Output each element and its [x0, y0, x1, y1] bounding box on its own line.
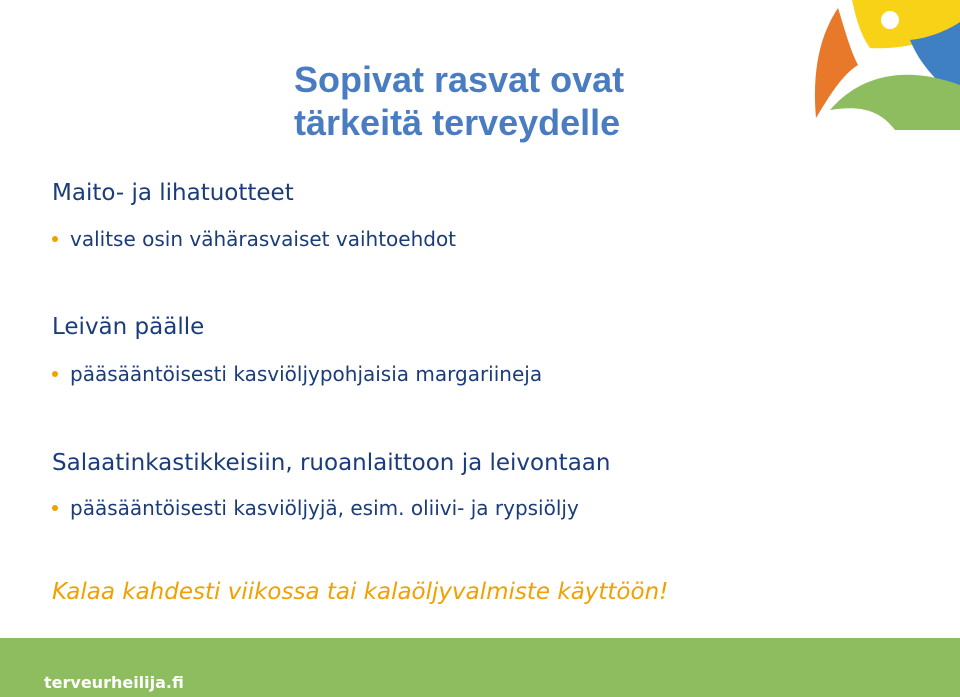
page-title	[294, 58, 624, 144]
section-heading-dairy-meat: Maito- ja lihatuotteet	[52, 180, 294, 206]
bullet-text: pääsääntöisesti kasviöljypohjaisia margariineja	[70, 362, 543, 386]
brand-logo	[790, 0, 960, 130]
fish-tagline: Kalaa kahdesti viikossa tai kalaöljyvalmiste käyttöön!	[52, 579, 669, 605]
section-heading-cooking: Salaatinkastikkeisiin, ruoanlaittoon ja leivontaan	[52, 450, 611, 476]
section-heading-bread: Leivän päälle	[52, 314, 205, 340]
logo-green-swoosh	[830, 75, 960, 130]
footer-website: terveurheilija.fi	[44, 673, 184, 692]
bullet-item-cooking	[52, 495, 579, 521]
title-line-1: Sopivat rasvat ovat	[294, 59, 625, 100]
bullet-dot-icon	[52, 371, 58, 377]
bullet-item-bread	[52, 361, 542, 387]
bullet-text: pääsääntöisesti kasviöljyjä, esim. oliivi- ja rypsiöljy	[70, 496, 579, 520]
bullet-dot-icon	[52, 505, 58, 511]
bullet-item-dairy-meat	[52, 226, 456, 252]
logo-figure-head	[881, 11, 899, 29]
title-line-2: tärkeitä terveydelle	[294, 102, 621, 143]
footer-bar	[0, 638, 960, 697]
bullet-dot-icon	[52, 236, 58, 242]
bullet-text: valitse osin vähärasvaiset vaihtoehdot	[70, 227, 457, 251]
